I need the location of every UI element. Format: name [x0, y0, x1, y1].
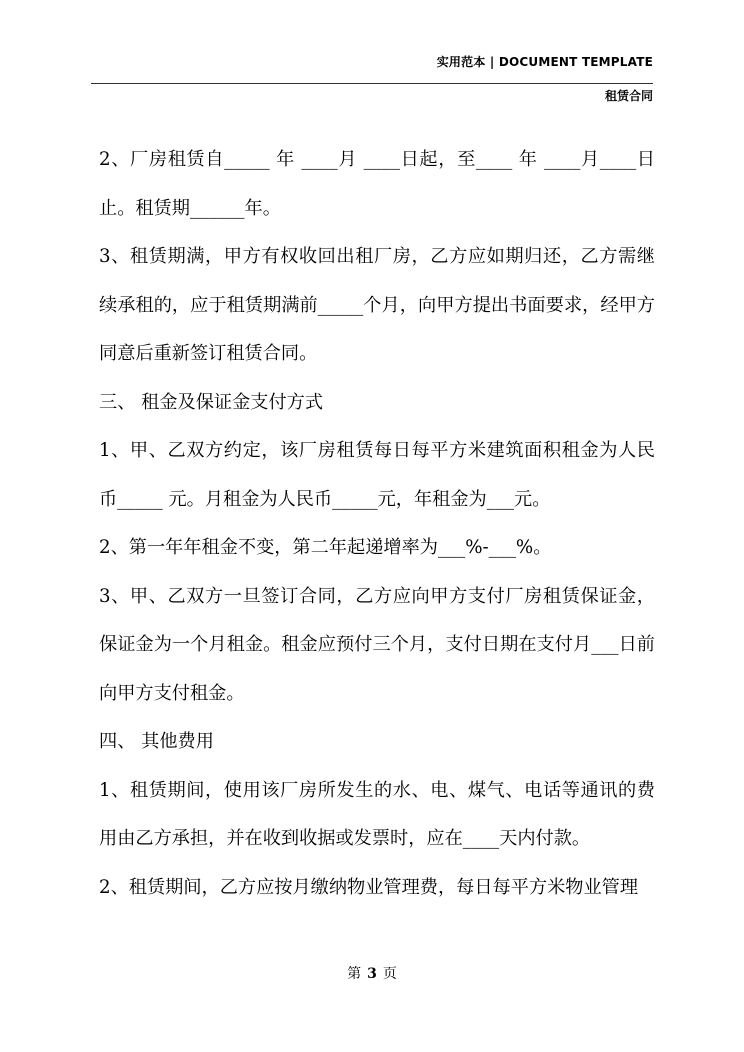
paragraph-utilities: 1、租赁期间，使用该厂房所发生的水、电、煤气、电话等通讯的费用由乙方承担，并在收到收据或发票时，应在____天内付款。: [99, 779, 655, 849]
paragraph-lease-term: 2、厂房租赁自_____ 年 ____月 ____日起，至____ 年 ____月____日止。租赁期______年。: [99, 149, 655, 219]
section-heading-rent: 三、 租金及保证金支付方式: [99, 391, 324, 413]
header-doc-type: 租赁合同: [604, 89, 653, 103]
header-divider: [91, 83, 653, 84]
section-heading-other-fees: 四、 其他费用: [99, 731, 214, 752]
header-template-label: 实用范本 | DOCUMENT TEMPLATE: [436, 55, 653, 69]
paragraph-rent-increase: 2、第一年年租金不变，第二年起递增率为___%-___%。: [99, 537, 552, 558]
paragraph-lease-expiry: 3、租赁期满，甲方有权收回出租厂房，乙方应如期归还，乙方需继续承租的，应于租赁期满前_____个月，向甲方提出书面要求，经甲方同意后重新签订租赁合同。: [99, 246, 655, 364]
document-body: [99, 136, 655, 912]
page-number: 3: [367, 966, 377, 982]
paragraph-deposit: 3、甲、乙双方一旦签订合同，乙方应向甲方支付厂房租赁保证金，保证金为一个月租金。租金应预付三个月，支付日期在支付月___日前向甲方支付租金。: [99, 585, 655, 704]
paragraph-rent-amount: 1、甲、乙双方约定，该厂房租赁每日每平方米建筑面积租金为人民币_____ 元。月租金为人民币_____元，年租金为___元。: [99, 440, 655, 510]
footer-suffix: 页: [382, 966, 397, 982]
footer-prefix: 第: [347, 966, 362, 982]
paragraph-property-fee: 2、租赁期间，乙方应按月缴纳物业管理费，每日每平方米物业管理: [99, 876, 639, 898]
page-footer: [0, 963, 744, 983]
